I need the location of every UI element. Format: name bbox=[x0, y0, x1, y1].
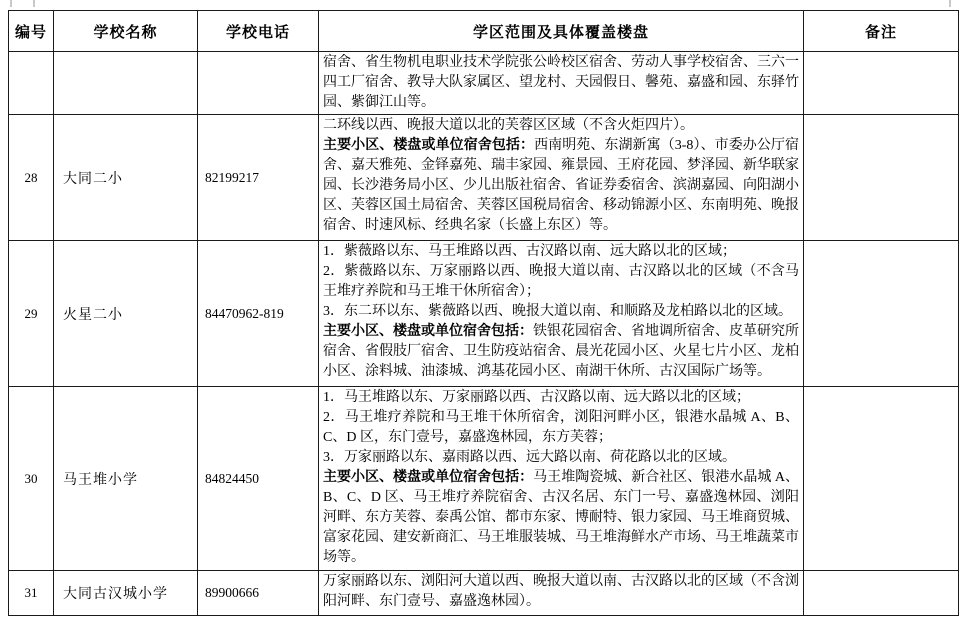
crop-artifact-tick bbox=[949, 0, 951, 7]
remark-cell bbox=[804, 571, 959, 616]
district-range-cell bbox=[319, 387, 804, 571]
school-phone-cell: 84470962-819 bbox=[198, 241, 319, 387]
school-phone-cell bbox=[198, 52, 319, 115]
school-name-cell bbox=[54, 52, 198, 115]
table-body bbox=[9, 52, 959, 616]
table-row bbox=[9, 571, 959, 616]
school-name-cell: 马王堆小学 bbox=[54, 387, 198, 571]
district-text: 1．马王堆路以东、万家丽路以西、古汉路以南、远大路以北的区域； bbox=[323, 390, 750, 405]
district-text: 西南明苑、东湖新寓（3-8）、市委办公厅宿舍、嘉天雅苑、金铎嘉苑、瑞丰家园、雍景园、王府花园、梦泽园、新华联家园、长沙港务局小区、少儿出版社宿舍、省证券委宿舍、滨湖嘉园、向阳湖小区、芙蓉区国土局宿舍、芙蓉区国税局宿舍、移动锦源小区、东南明苑、晚报宿舍、时速风标、经典名家（长盛上东区）等。 bbox=[323, 138, 799, 233]
header-number: 编号 bbox=[9, 11, 54, 52]
district-text: 马王堆陶瓷城、新合社区、银港水晶城 A、B、C、D 区、马王堆疗养院宿舍、古汉名居、东门一号、嘉盛逸林园、浏阳河畔、东方芙蓉、泰禹公馆、都市东家、博耐特、银力家园、马王堆商贸城、富家花园、建安新商汇、马王堆服装城、马王堆海鲜水产市场、马王堆蔬菜市场等。 bbox=[323, 470, 799, 565]
district-range-cell bbox=[319, 571, 804, 616]
district-text: 3．东二环以东、紫薇路以西、晚报大道以南、和顺路及龙柏路以北的区域。 bbox=[323, 304, 792, 319]
district-text: 1．紫薇路以东、马王堆路以西、古汉路以南、远大路以北的区域； bbox=[323, 244, 736, 259]
row-number-cell: 30 bbox=[9, 387, 54, 571]
district-bold-label: 主要小区、楼盘或单位宿舍包括： bbox=[323, 138, 535, 153]
school-phone-cell: 84824450 bbox=[198, 387, 319, 571]
table-row bbox=[9, 52, 959, 115]
district-text: 3．万家丽路以东、嘉雨路以西、远大路以南、荷花路以北的区域。 bbox=[323, 450, 736, 465]
district-bold-label: 主要小区、楼盘或单位宿舍包括： bbox=[323, 470, 534, 485]
district-text: 二环线以西、晚报大道以北的芙蓉区区域（不含火炬四片）。 bbox=[323, 118, 694, 133]
district-range-cell bbox=[319, 52, 804, 115]
district-bold-label: 主要小区、楼盘或单位宿舍包括： bbox=[323, 324, 533, 339]
remark-cell bbox=[804, 387, 959, 571]
school-district-table bbox=[8, 10, 959, 616]
table-header bbox=[9, 11, 959, 52]
remark-cell bbox=[804, 52, 959, 115]
crop-artifact-tick bbox=[10, 0, 12, 7]
remark-cell bbox=[804, 241, 959, 387]
district-range-cell bbox=[319, 115, 804, 241]
remark-cell bbox=[804, 115, 959, 241]
row-number-cell: 28 bbox=[9, 115, 54, 241]
crop-artifact-tick bbox=[33, 0, 35, 7]
row-number-cell: 29 bbox=[9, 241, 54, 387]
district-text: 铁银花园宿舍、省地调所宿舍、皮革研究所宿舍、省假肢厂宿舍、卫生防疫站宿舍、晨光花园小区、火星七片小区、龙柏小区、涂料城、油漆城、鸿基花园小区、南湖干休所、古汉国际广场等。 bbox=[323, 324, 799, 379]
school-phone-cell: 82199217 bbox=[198, 115, 319, 241]
row-number-cell: 31 bbox=[9, 571, 54, 616]
district-text: 2．马王堆疗养院和马王堆干休所宿舍，浏阳河畔小区，银港水晶城 A、B、C、D 区，东门壹号，嘉盛逸林园，东方芙蓉； bbox=[323, 410, 799, 445]
header-remark: 备注 bbox=[804, 11, 959, 52]
header-row bbox=[9, 11, 959, 52]
school-name-cell: 火星二小 bbox=[54, 241, 198, 387]
table-row bbox=[9, 387, 959, 571]
district-text: 万家丽路以东、浏阳河大道以西、晚报大道以南、古汉路以北的区域（不含浏阳河畔、东门壹号、嘉盛逸林园）。 bbox=[323, 574, 799, 609]
school-phone-cell: 89900666 bbox=[198, 571, 319, 616]
header-school-phone: 学校电话 bbox=[198, 11, 319, 52]
header-school-name: 学校名称 bbox=[54, 11, 198, 52]
table-row bbox=[9, 115, 959, 241]
school-name-cell: 大同二小 bbox=[54, 115, 198, 241]
table-row bbox=[9, 241, 959, 387]
header-district-range: 学区范围及具体覆盖楼盘 bbox=[319, 11, 804, 52]
district-text: 2．紫薇路以东、万家丽路以西、晚报大道以南、古汉路以北的区域（不含马王堆疗养院和马王堆干休所宿舍）； bbox=[323, 264, 799, 299]
district-text: 宿舍、省生物机电职业技术学院张公岭校区宿舍、劳动人事学校宿舍、三六一四工厂宿舍、教导大队家属区、望龙村、天园假日、馨苑、嘉盛和园、东驿竹园、紫御江山等。 bbox=[323, 55, 799, 110]
row-number-cell bbox=[9, 52, 54, 115]
district-range-cell bbox=[319, 241, 804, 387]
school-name-cell: 大同古汉城小学 bbox=[54, 571, 198, 616]
